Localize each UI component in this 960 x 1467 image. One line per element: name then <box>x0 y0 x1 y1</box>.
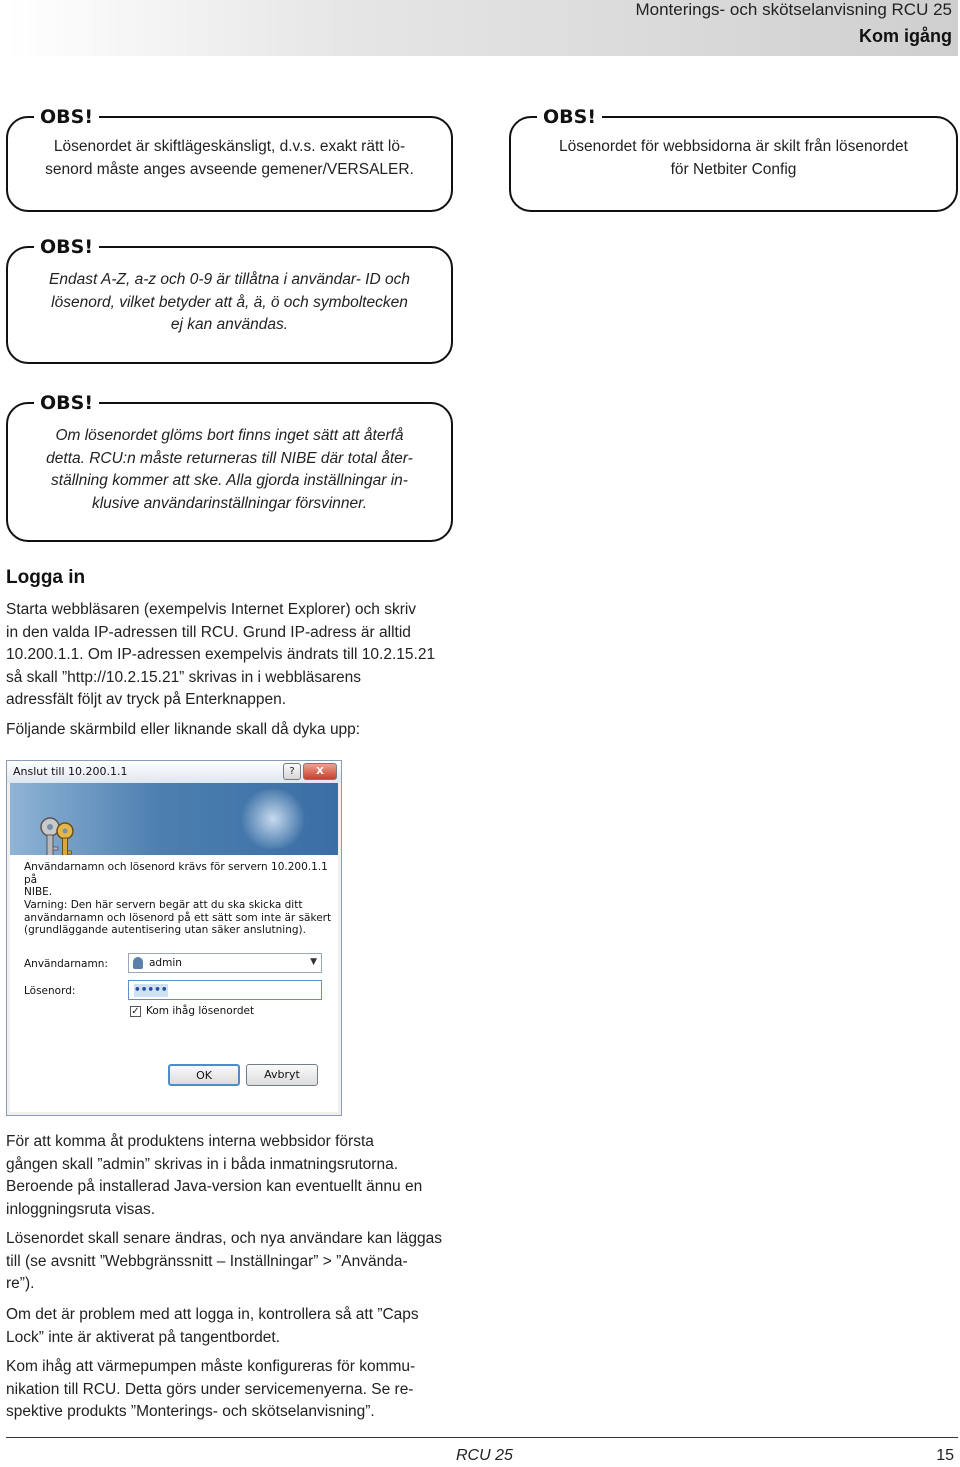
close-button[interactable]: X <box>303 763 337 780</box>
obs-note-forgotten-password <box>6 392 453 542</box>
password-label: Lösenord: <box>24 985 76 997</box>
remember-label: Kom ihåg lösenordet <box>146 1005 255 1017</box>
section-heading: Logga in <box>6 567 86 588</box>
section-title: Kom igång <box>859 26 952 46</box>
obs-note-allowed-characters <box>6 236 453 364</box>
login-dialog-screenshot <box>6 760 342 1116</box>
dialog-titlebar <box>7 761 341 783</box>
followup-paragraph: Följande skärmbild eller liknande skall då dyka upp: <box>6 721 361 738</box>
footer-rule <box>6 1437 958 1438</box>
page-number: 15 <box>936 1447 954 1464</box>
dialog-title: Anslut till 10.200.1.1 <box>13 765 128 778</box>
intro-paragraph: Starta webbläsaren (exempelvis Internet Explorer) och skriv in den valda IP-adressen till RCU. Grund IP-adress är alltid 10.200.1.1. Om IP-adressen exempelvis ändrats till 10.2.15.21 så skall ”http://10.2.15.21” skrivas in i webbläsarens adressfält följt av tryck på Enterknappen. <box>6 601 436 708</box>
cancel-button[interactable]: Avbryt <box>246 1064 318 1086</box>
obs-text: Om lösenordet glöms bort finns inget sätt att återfå detta. RCU:n måste returneras till NIBE där total åter- ställning kommer att ske. Alla gjorda inställningar in- klusive användarinställningar försvinner. <box>46 427 413 512</box>
username-label: Användarnamn: <box>24 958 108 970</box>
remember-checkbox[interactable]: ✓ <box>131 1006 140 1017</box>
dialog-message: Användarnamn och lösenord krävs för servern 10.200.1.1 på NIBE. <box>24 861 328 898</box>
paragraph-caps-lock: Om det är problem med att logga in, kontrollera så att ”Caps Lock” inte är aktiverat på tangentbordet. <box>6 1306 419 1346</box>
username-value: admin <box>149 957 182 969</box>
dialog-body <box>10 855 338 1112</box>
obs-note-case-sensitive <box>6 106 453 212</box>
obs-text: Lösenordet för webbsidorna är skilt från lösenordet för Netbiter Config <box>559 138 908 178</box>
paragraph-change-password: Lösenordet skall senare ändras, och nya användare kan läggas till (se avsnitt ”Webbgränssnitt – Inställningar” > ”Använda- re”). <box>6 1230 443 1292</box>
paragraph-configure-heat-pump: Kom ihåg att värmepumpen måste konfigureras för kommu- nikation till RCU. Detta görs under servicemenyerna. Se re- spektive produkts ”Monterings- och skötselanvisning”. <box>6 1358 416 1420</box>
obs-note-separate-password <box>509 106 958 212</box>
obs-text: Endast A-Z, a-z och 0-9 är tillåtna i användar- ID och lösenord, vilket betyder att å, ä, ö och symboltecken ej kan användas. <box>49 271 410 333</box>
help-button[interactable]: ? <box>283 763 301 780</box>
dialog-banner <box>10 783 338 855</box>
password-value: ••••• <box>134 984 168 996</box>
dialog-warning: Varning: Den här servern begär att du ska skicka ditt användarnamn och lösenord på ett sätt som inte är säkert (grundläggande autentisering utan säker anslutning). <box>24 899 332 936</box>
ok-button[interactable]: OK <box>168 1064 240 1086</box>
chevron-down-icon: ▼ <box>310 957 317 967</box>
username-field[interactable] <box>128 953 322 973</box>
banner-glow <box>238 789 308 849</box>
obs-label: OBS! <box>34 236 99 258</box>
paragraph-first-login: För att komma åt produktens interna webbsidor första gången skall ”admin” skrivas in i båda inmatningsrutorna. Beroende på installerad Java-version kan eventuellt ännu en inloggningsruta visas. <box>6 1133 423 1218</box>
user-icon <box>133 957 143 969</box>
obs-label: OBS! <box>34 392 99 414</box>
obs-label: OBS! <box>34 106 99 128</box>
obs-text: Lösenordet är skiftlägeskänsligt, d.v.s. exakt rätt lö- senord måste anges avseende gemener/VERSALER. <box>45 138 414 178</box>
password-field[interactable] <box>128 980 322 1000</box>
document-title: Monterings- och skötselanvisning RCU 25 <box>635 0 952 19</box>
footer-product: RCU 25 <box>456 1447 513 1464</box>
obs-label: OBS! <box>537 106 602 128</box>
